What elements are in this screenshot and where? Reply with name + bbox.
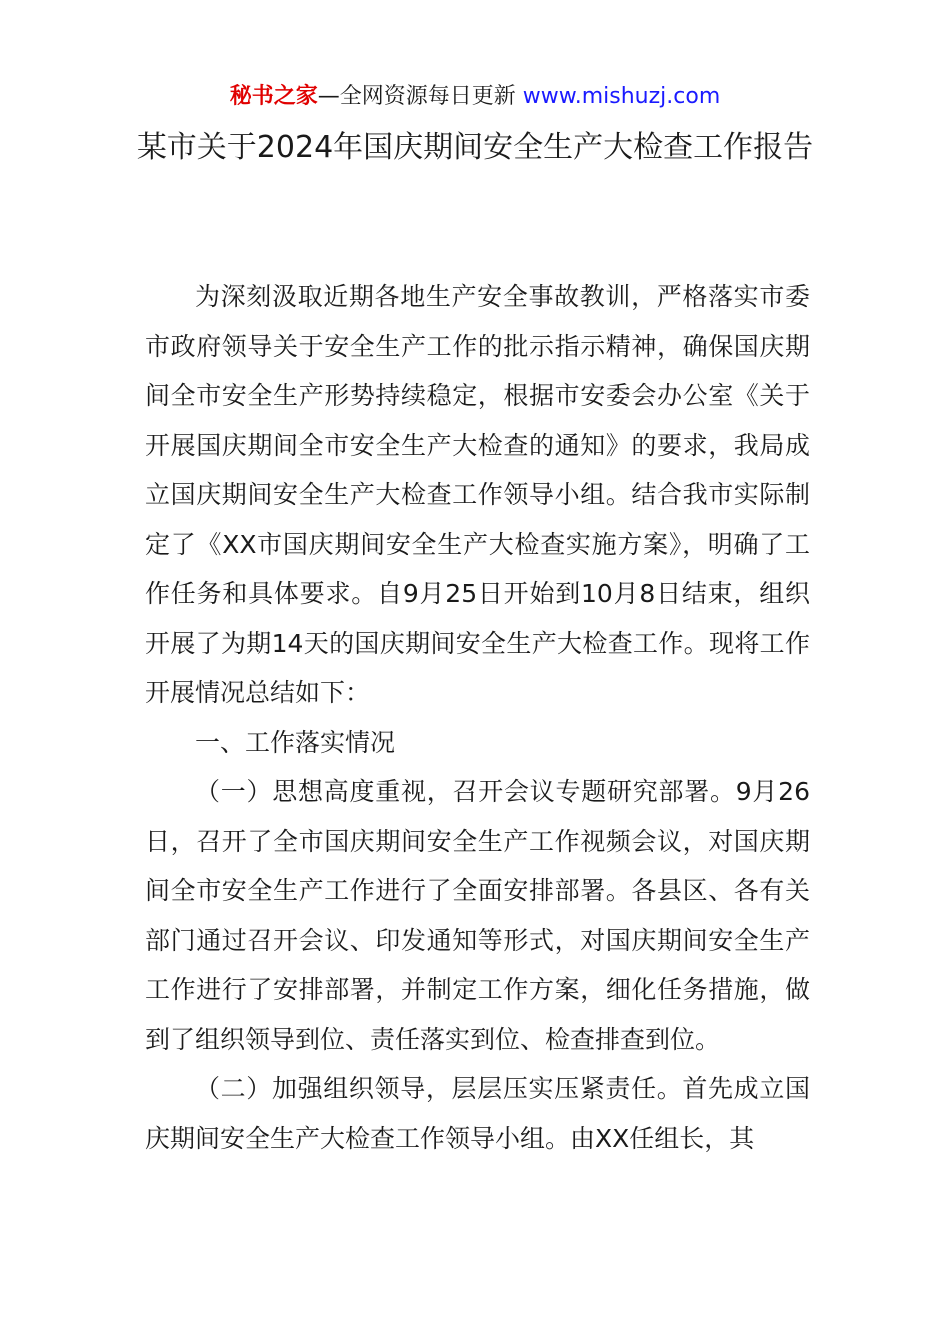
document-title: 某市关于2024年国庆期间安全生产大检查工作报告	[136, 130, 814, 165]
site-url-link[interactable]: www.mishuzj.com	[515, 84, 721, 109]
paragraph-section-2: （二）加强组织领导，层层压实压紧责任。首先成立国庆期间安全生产大检查工作领导小组。由XX任组长，其	[145, 1074, 810, 1153]
paragraph-intro: 为深刻汲取近期各地生产安全事故教训，严格落实市委市政府领导关于安全生产工作的批示指示精神，确保国庆期间全市安全生产形势持续稳定，根据市安委会办公室《关于开展国庆期间全市安全生产大检查的通知》的要求，我局成立国庆期间安全生产大检查工作领导小组。结合我市实际制定了《XX市国庆期间安全生产大检查实施方案》，明确了工作任务和具体要求。自9月25日开始到10月8日结束，组织开展了为期14天的国庆期间安全生产大检查工作。现将工作开展情况总结如下：	[145, 282, 810, 707]
paragraph-section-1: （一）思想高度重视，召开会议专题研究部署。9月26日，召开了全市国庆期间安全生产工作视频会议，对国庆期间全市安全生产工作进行了全面安排部署。各县区、各有关部门通过召开会议、印发通知等形式，对国庆期间安全生产工作进行了安排部署，并制定工作方案，细化任务措施，做到了组织领导到位、责任落实到位、检查排查到位。	[145, 777, 810, 1054]
section-heading-work-implementation: 一、工作落实情况	[195, 727, 396, 757]
site-brand: 秘书之家	[229, 84, 318, 109]
site-tagline: —全网资源每日更新	[317, 84, 516, 109]
document-body	[145, 272, 810, 1163]
site-header	[0, 80, 950, 114]
